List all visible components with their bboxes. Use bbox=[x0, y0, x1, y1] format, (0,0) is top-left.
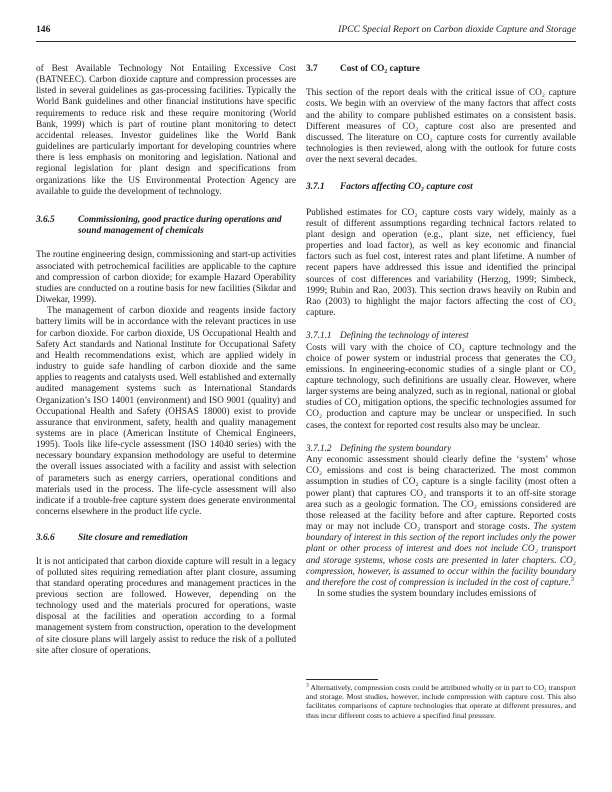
section-heading-3-6-5 bbox=[36, 215, 296, 238]
subsection-heading-3-7-1-2 bbox=[306, 444, 576, 455]
section-heading-3-7-1 bbox=[306, 182, 576, 193]
footnote-rule bbox=[306, 679, 378, 680]
section-number: 3.6.6 bbox=[36, 533, 55, 544]
section-title: Cost of CO₂ capture bbox=[340, 64, 420, 74]
footnote-text: Alternatively, compression costs could be attributed wholly or in part to CO₂ transport and storage. Most studies, however, include compression with capture cost. This also facilitates comparisons of capture technologies that operate at different pressures, and thus incur different costs to achieve a specified final pressure. bbox=[306, 683, 576, 720]
footnote-text-container bbox=[306, 683, 576, 720]
subsection-number: 3.7.1.1 bbox=[306, 331, 332, 342]
subsection-number: 3.7.1.2 bbox=[306, 443, 332, 454]
footnote-block bbox=[306, 679, 576, 720]
subsection-title: Defining the technology of interest bbox=[340, 331, 469, 342]
section-title: Factors affecting CO₂ capture cost bbox=[340, 182, 473, 193]
section-number: 3.7 bbox=[306, 64, 318, 74]
running-title: IPCC Special Report on Carbon dioxide Capture and Storage bbox=[338, 24, 576, 35]
paragraph-system-boundary bbox=[306, 455, 576, 589]
section-heading-3-7 bbox=[306, 64, 576, 75]
paragraph-published-estimates: Published estimates for CO₂ capture costs vary widely, mainly as a result of different assumptions regarding technical factors related to plant design and operation (e.g., plant size, net efficiency, fuel properties and load factor), as well as key economic and financial factors such as fuel cost, interest rates and plant lifetime. A number of recent papers have addressed this issue and identified the principal sources of cost differences and variability (Herzog, 1999; Simbeck, 1999; Rubin and Rao, 2003). This section draws heavily on Rubin and Rao (2003) to highlight the major factors affecting the cost of CO₂ capture. bbox=[306, 207, 576, 319]
subsection-heading-3-7-1-1 bbox=[306, 331, 576, 342]
paragraph-commissioning: The routine engineering design, commissioning and start-up activities associated with petrochemical facilities are applicable to the capture and compression of carbon dioxide; for example Hazard Operability studies are conducted on a routine basis for new facilities (Sikdar and Diwekar, 1999). bbox=[36, 250, 296, 306]
section-title: Site closure and remediation bbox=[78, 533, 188, 544]
section-number: 3.6.5 bbox=[36, 214, 55, 225]
system-boundary-normal-text: Any economic assessment should clearly define the ‘system’ whose CO₂ emissions and cost is being characterized. The most common assumption in studies of CO₂ capture is a single facility (most often a power plant) that captures CO₂ and transports it to an off-site storage area such as a geologic formation. The CO₂ emissions considered are those released at the facility before and after capture. Reported costs may or may not include CO₂ transport and storage costs. bbox=[306, 455, 576, 533]
left-column bbox=[36, 64, 296, 657]
footnote-reference: 3 bbox=[570, 575, 574, 583]
paragraph-technology-of-interest: Costs will vary with the choice of CO₂ capture technology and the choice of power system or industrial process that generates the CO₂ emissions. In engineering-economic studies of a single plant or CO₂ capture technology, such definitions are usually clear. However, where larger systems are being analyzed, such as in regional, national or global studies of CO₂ mitigation options, the specific technologies assumed for CO₂ production and capture may be unclear or unspecified. In such cases, the context for reported cost results also may be unclear. bbox=[306, 342, 576, 431]
paragraph-cost-intro: This section of the report deals with the critical issue of CO₂ capture costs. We begin with an overview of the many factors that affect costs and the ability to compare published estimates on a consistent basis. Different measures of CO₂ capture cost also are presented and discussed. The literature on CO₂ capture costs for currently available technologies is then reviewed, along with the outlook for future costs over the next several decades. bbox=[306, 88, 576, 166]
section-heading-3-6-6 bbox=[36, 533, 296, 544]
content-columns bbox=[36, 64, 576, 657]
subsection-title: Defining the system boundary bbox=[340, 443, 452, 454]
paragraph-chemicals-management: The management of carbon dioxide and reagents inside factory battery limits will be in accordance with the relevant practices in use for carbon dioxide. For carbon dioxide, US Occupational Health and Safety Act standards and National Institute for Occupational Safety and Health recommendations exist, which are applied widely in industry to guide safe handling of carbon dioxide and the same applies to reagents and catalysts used. Well established and externally audited management systems such as International Standards Organization’s ISO 14001 (environment) and ISO 9001 (quality) and Occupational Health and Safety (OHSAS 18000) exist to provide assurance that environment, safety, health and quality management systems are in place (American Institute of Chemical Engineers, 1995). Tools like life-cycle assessment (ISO 14040 series) with the necessary boundary expansion methodology are useful to determine the overall issues associated with a facility and assist with selection of parameters such as energy carriers, operational conditions and materials used in the process. The life-cycle assessment will also indicate if a trouble-free capture system does generate environmental concerns elsewhere in the product life cycle. bbox=[36, 306, 296, 518]
paragraph-batneec: of Best Available Technology Not Entailing Excessive Cost (BATNEEC). Carbon dioxide capture and compression processes are listed in several guidelines as gas-processing facilities. Typically the World Bank guidelines and other financial institutions have specific requirements to reduce risk and these require monitoring (World Bank, 1999) which is part of routine plant monitoring to detect accidental releases. Investor guidelines like the World Bank guidelines are particularly important for developing countries where there is less emphasis on monitoring and legislation. National and regional legislation for plant design and specifications from organizations like the US Environmental Protection Agency are available to guide the development of technology. bbox=[36, 64, 296, 197]
system-boundary-italic-text: The system boundary of interest in this section of the report includes only the power plant or other process of interest and does not include CO₂ transport and storage systems, whose costs are presented in later chapters. CO₂ compression, however, is assumed to occur within the facility boundary and therefore the cost of compression is included in the cost of capture. bbox=[306, 522, 577, 588]
paragraph-in-some-studies: In some studies the system boundary includes emissions of bbox=[317, 588, 537, 599]
page-number: 146 bbox=[36, 24, 51, 35]
section-title: Commissioning, good practice during operations and sound management of chemicals bbox=[78, 214, 282, 237]
footnote-marker: 3 bbox=[306, 682, 309, 689]
section-number: 3.7.1 bbox=[306, 182, 325, 193]
right-column bbox=[306, 64, 576, 657]
page-header bbox=[36, 24, 576, 42]
paragraph-site-closure: It is not anticipated that carbon dioxide capture will result in a legacy of polluted sites requiring remediation after plant closure, assuming that standard operating procedures and management practices in the previous section are followed. However, depending on the technology used and the materials procured for operations, waste disposal at the facilities and operation according to a formal management system from construction, operation to the development of site closure plans will largely assist to reduce the risk of a polluted site after closure of operations. bbox=[36, 556, 296, 656]
